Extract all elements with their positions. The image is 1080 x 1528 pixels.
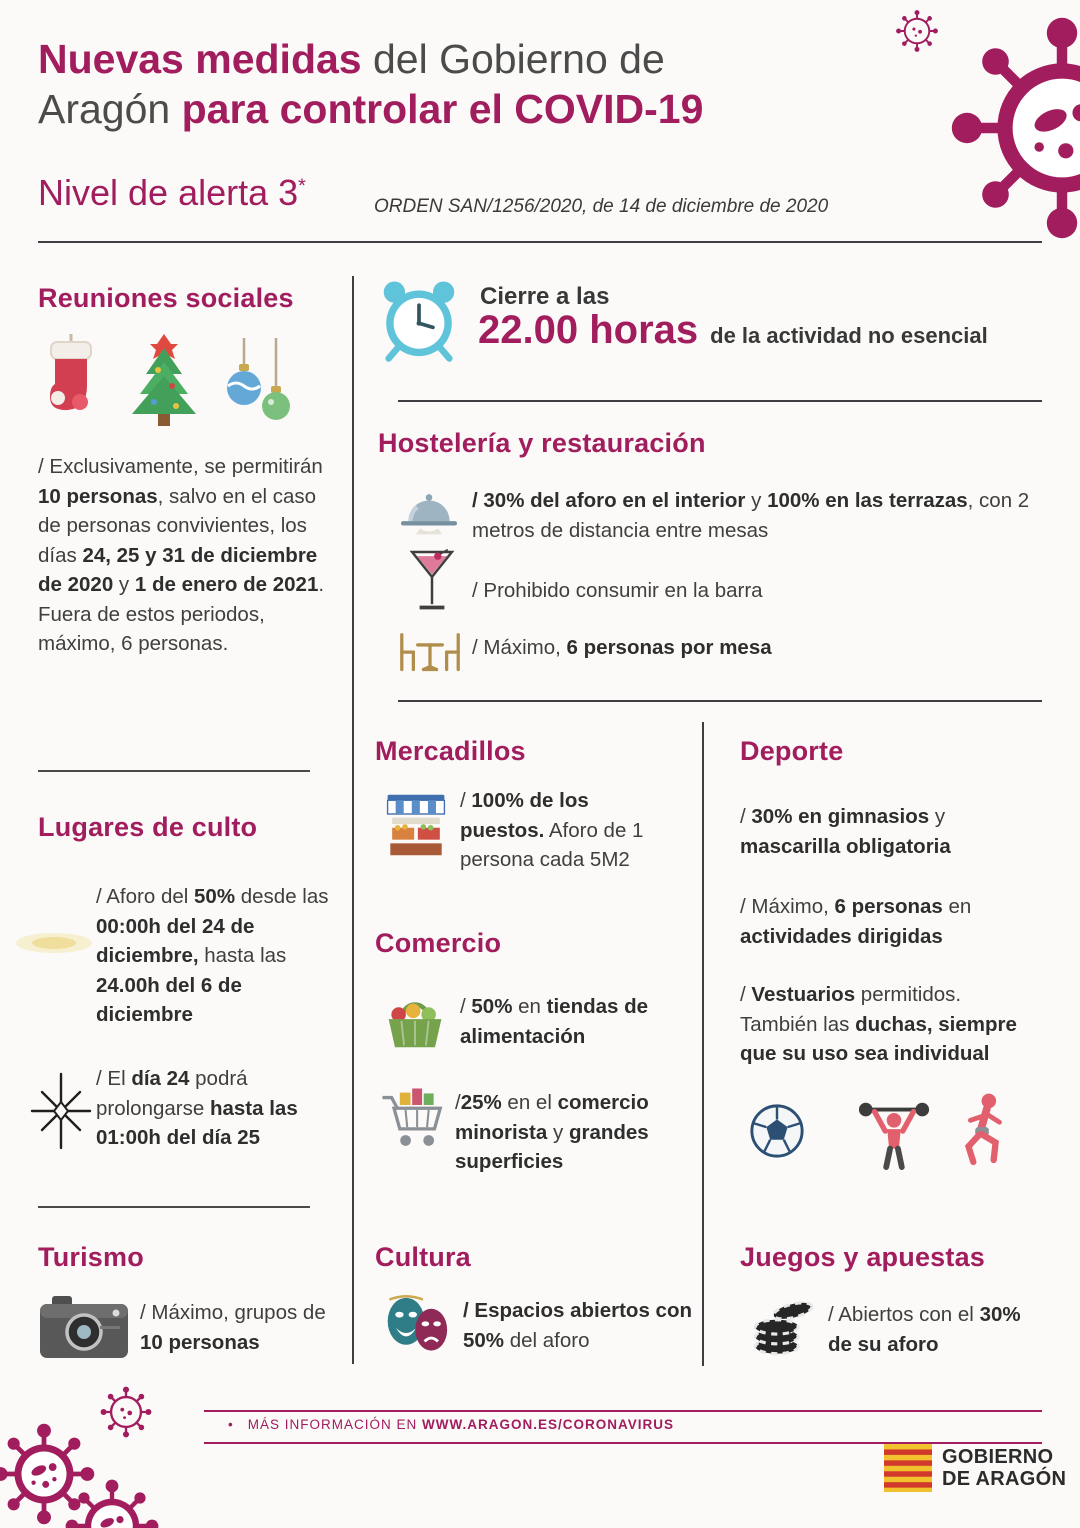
logo-line1: GOBIERNO (942, 1445, 1054, 1468)
logo-text (942, 1446, 1066, 1491)
culto-item-2: / El día 24 podrá prolongarse hasta las 01:00h del día 25 (96, 1067, 298, 1150)
virus-icon (64, 1478, 160, 1528)
reuniones-text: / Exclusivamente, se permitirán 10 personas, salvo en el caso de personas convivientes, los días 24, 25 y 31 de diciembre de 2020 y 1 de enero de 2021. Fuera de estos periodos, máximo, 6 personas. (38, 455, 325, 656)
section-heading-deporte: Deporte (740, 736, 844, 766)
deporte-item-3: / Vestuarios permitidos. También las duchas, siempre que su uso sea individual (740, 983, 1017, 1066)
section-heading-mercadillos: Mercadillos (375, 736, 526, 766)
divider (204, 1410, 1042, 1412)
serving-dome-icon (398, 490, 460, 536)
gobierno-aragon-logo (884, 1444, 1066, 1492)
section-heading-juegos: Juegos y apuestas (740, 1242, 986, 1272)
comercio-item-2: /25% en el comercio minorista y grandes superficies (455, 1091, 649, 1174)
section-heading-turismo: Turismo (38, 1242, 144, 1272)
hosteleria-item-3: / Máximo, 6 personas por mesa (472, 636, 772, 659)
aragon-flag-icon (884, 1444, 932, 1492)
christmas-ornaments-icon (222, 338, 298, 430)
mercadillos-item: / 100% de los puestos. Aforo de 1 persona cada 5M2 (460, 789, 644, 872)
runner-icon (952, 1092, 1014, 1168)
section-heading-culto: Lugares de culto (38, 812, 258, 842)
virus-icon (98, 1384, 154, 1440)
divider (38, 1206, 310, 1208)
divider (38, 241, 1042, 243)
footer-bullet: • (228, 1417, 234, 1432)
section-heading-cultura: Cultura (375, 1242, 471, 1272)
cultura-item: / Espacios abiertos con 50% del aforo (463, 1299, 692, 1352)
divider (38, 770, 310, 772)
alert-level: Nivel de alerta 3* (38, 172, 306, 213)
page-title-line1: Nuevas medidas del Gobierno de (38, 36, 665, 82)
cocktail-icon (408, 545, 456, 617)
christmas-tree-icon (122, 332, 206, 428)
poker-chips-icon (750, 1296, 816, 1356)
divider (352, 276, 354, 1364)
table-chairs-icon (396, 628, 464, 672)
logo-line2: DE ARAGÓN (942, 1468, 1067, 1490)
closure-time-row (478, 308, 988, 353)
virus-icon (894, 8, 940, 54)
weightlifter-icon (856, 1094, 932, 1170)
culto-item-1: / Aforo del 50% desde las 00:00h del 24 de diciembre, hasta las 24.00h del 6 de diciembre (96, 885, 329, 1027)
section-heading-reuniones: Reuniones sociales (38, 283, 294, 313)
deporte-item-1: / 30% en gimnasios y mascarilla obligatoria (740, 805, 951, 858)
soccer-ball-icon (748, 1102, 806, 1160)
section-heading-comercio: Comercio (375, 928, 502, 958)
footer-info-text: MÁS INFORMACIÓN EN WWW.ARAGON.ES/CORONAVIRUS (247, 1417, 674, 1432)
virus-icon (948, 14, 1080, 242)
candle-glow-icon (14, 928, 94, 958)
christmas-stocking-icon (40, 334, 102, 420)
page-title-line2: Aragón para controlar el COVID-19 (38, 86, 704, 133)
camera-icon (38, 1294, 130, 1360)
hosteleria-item-2: / Prohibido consumir en la barra (472, 579, 763, 602)
closure-intro: Cierre a las (480, 283, 610, 310)
deporte-item-2: / Máximo, 6 personas en actividades dirigidas (740, 895, 972, 948)
order-reference: ORDEN SAN/1256/2020, de 14 de diciembre de 2020 (374, 196, 829, 217)
alarm-clock-icon (378, 278, 460, 362)
section-heading-hosteleria: Hostelería y restauración (378, 428, 706, 458)
market-stall-icon (383, 792, 449, 858)
food-basket-icon (383, 990, 447, 1050)
closure-time: 22.00 horas (478, 308, 699, 352)
hosteleria-item-1: / 30% del aforo en el interior y 100% en las terrazas, con 2 metros de distancia entre mesas (472, 489, 1030, 542)
comercio-item-1: / 50% en tiendas de alimentación (460, 995, 649, 1048)
page-title (38, 34, 898, 134)
shopping-cart-icon (379, 1086, 447, 1152)
footer-info (228, 1417, 674, 1432)
juegos-item: / Abiertos con el 30% de su aforo (828, 1303, 1021, 1356)
closure-suffix: de la actividad no esencial (710, 323, 988, 348)
divider (398, 400, 1042, 402)
sparkle-star-icon (26, 1072, 96, 1150)
theater-masks-icon (381, 1292, 453, 1354)
divider (398, 700, 1042, 702)
turismo-item: / Máximo, grupos de 10 personas (140, 1301, 326, 1354)
divider (702, 722, 704, 1366)
